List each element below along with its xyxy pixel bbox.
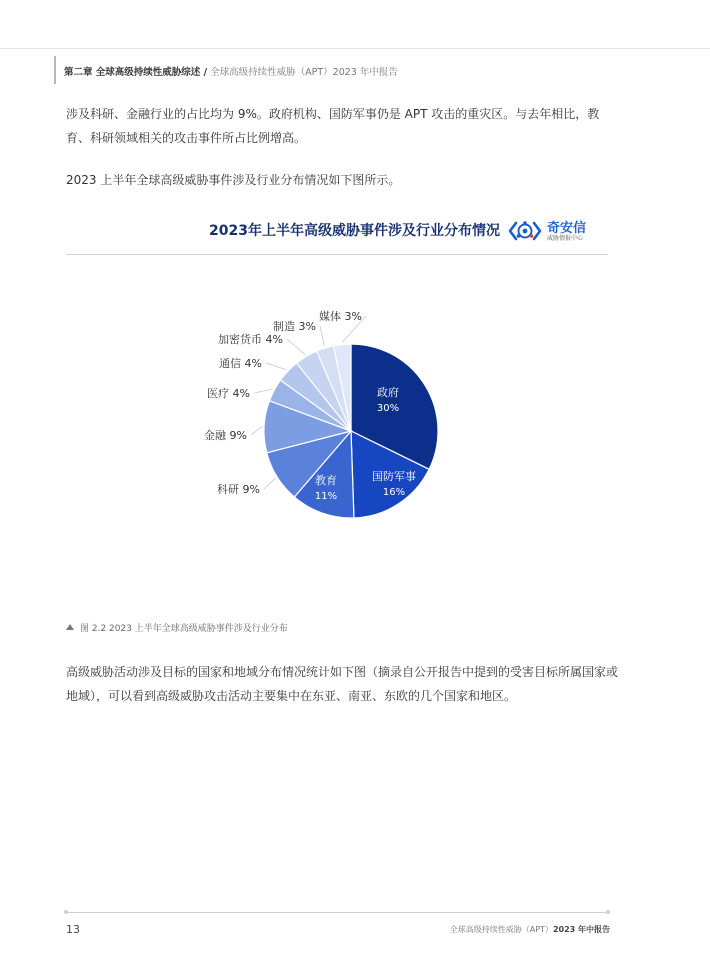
logo-icon	[507, 216, 543, 246]
slice-value-label: 11%	[314, 491, 338, 502]
slice-label: 医疗 4%	[207, 387, 250, 400]
slice-label: 金融 9%	[204, 429, 247, 442]
running-header	[64, 64, 398, 78]
slice-label: 政府	[377, 386, 399, 399]
leader-line	[254, 389, 273, 393]
page-number: 13	[66, 923, 80, 936]
leader-line	[287, 339, 305, 355]
leader-line	[266, 363, 287, 370]
body-paragraph-1: 涉及科研、金融行业的占比均为 9%。政府机构、国防军事仍是 APT 攻击的重灾区。与去年相比，教育、科研领域相关的攻击事件所占比例增高。	[66, 107, 600, 145]
slice-label: 国防军事	[372, 470, 416, 483]
caption-triangle-icon	[66, 624, 74, 630]
logo-sub-text: 威胁情报中心	[547, 235, 584, 242]
footer-dot-right	[606, 910, 610, 914]
leader-line	[251, 427, 262, 436]
slice-label: 科研 9%	[217, 483, 260, 496]
chart-divider	[66, 254, 608, 255]
chart-title: 2023年上半年高级威胁事件涉及行业分布情况	[209, 223, 500, 239]
footer-title-bold: 2023 年中报告	[552, 925, 610, 934]
caption-text: 图 2.2 2023 上半年全球高级威胁事件涉及行业分布	[80, 624, 288, 634]
slice-label: 加密货币 4%	[218, 333, 283, 346]
body-paragraph-3: 高级威胁活动涉及目标的国家和地域分布情况统计如下图（摘录自公开报告中提到的受害目标所属国家或地域），可以看到高级威胁攻击活动主要集中在东亚、南亚、东欧的几个国家和地区。	[66, 665, 619, 703]
body-paragraph-2: 2023 上半年全球高级威胁事件涉及行业分布情况如下图所示。	[66, 173, 401, 187]
logo-brand-text: 奇安信	[547, 221, 587, 236]
leader-line	[264, 478, 276, 489]
leader-line	[320, 326, 324, 346]
slice-label: 教育	[315, 474, 337, 487]
footer-dot-left	[64, 910, 68, 914]
figure-caption	[66, 621, 288, 634]
header-subtitle: 全球高级持续性威胁（APT）2023 年中报告	[210, 67, 398, 78]
footer-title-prefix: 全球高级持续性威胁（APT）	[449, 925, 553, 934]
footer-title	[450, 924, 610, 935]
qianxin-logo	[507, 216, 617, 246]
slice-label: 媒体 3%	[319, 310, 362, 323]
slice-label: 通信 4%	[219, 357, 262, 370]
slice-value-label: 30%	[376, 403, 400, 414]
slice-value-label: 16%	[382, 487, 406, 498]
top-rule	[0, 48, 710, 49]
header-accent-bar	[54, 56, 56, 84]
slice-label: 制造 3%	[273, 320, 316, 333]
pie-chart	[0, 290, 710, 590]
footer-rule	[66, 912, 610, 913]
header-chapter: 第二章 全球高级持续性威胁综述 /	[64, 67, 208, 78]
